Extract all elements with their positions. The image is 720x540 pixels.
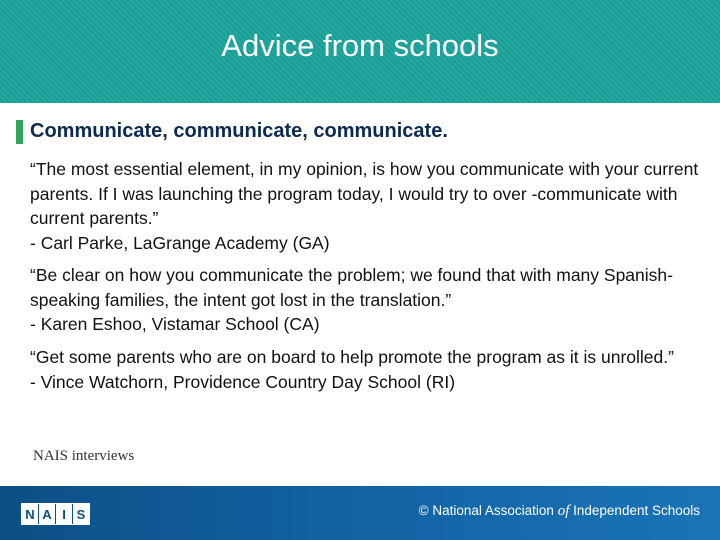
quote-text: “Be clear on how you communicate the problem; we found that with many Spanish-speaking families, the intent got lost in the translation.” <box>30 265 673 310</box>
nais-logo <box>21 503 90 525</box>
heading-accent-bar <box>16 120 23 144</box>
quote-block <box>30 345 715 394</box>
copyright-symbol: © <box>418 503 429 518</box>
footer-organization <box>419 503 700 520</box>
quote-attribution: - Vince Watchorn, Providence Country Day School (RI) <box>30 371 456 392</box>
quote-text: “Get some parents who are on board to help promote the program as it is unrolled.” <box>30 347 674 367</box>
org-name-of: of <box>557 503 570 519</box>
slide-title: Advice from schools <box>221 28 499 63</box>
quote-attribution: - Carl Parke, LaGrange Academy (GA) <box>30 232 330 253</box>
logo-letter: S <box>76 506 86 522</box>
quote-attribution: - Karen Eshoo, Vistamar School (CA) <box>30 314 320 334</box>
source-note: NAIS interviews <box>33 448 135 464</box>
org-name-part2: Independent Schools <box>573 503 700 518</box>
slide-heading: Communicate, communicate, communicate. <box>30 120 448 142</box>
title-bar <box>0 0 720 103</box>
logo-letter: I <box>56 504 73 524</box>
org-name-part1: National Association <box>432 503 554 518</box>
quote-text: “The most essential element, in my opinion, is how you communicate with your current parents. If I was launching the program today, I would try to over -communicate with current parents.” <box>30 159 699 228</box>
quote-block <box>30 157 715 255</box>
logo-letter: N <box>22 504 39 524</box>
logo-letter: A <box>39 504 56 524</box>
quote-block <box>30 263 715 337</box>
